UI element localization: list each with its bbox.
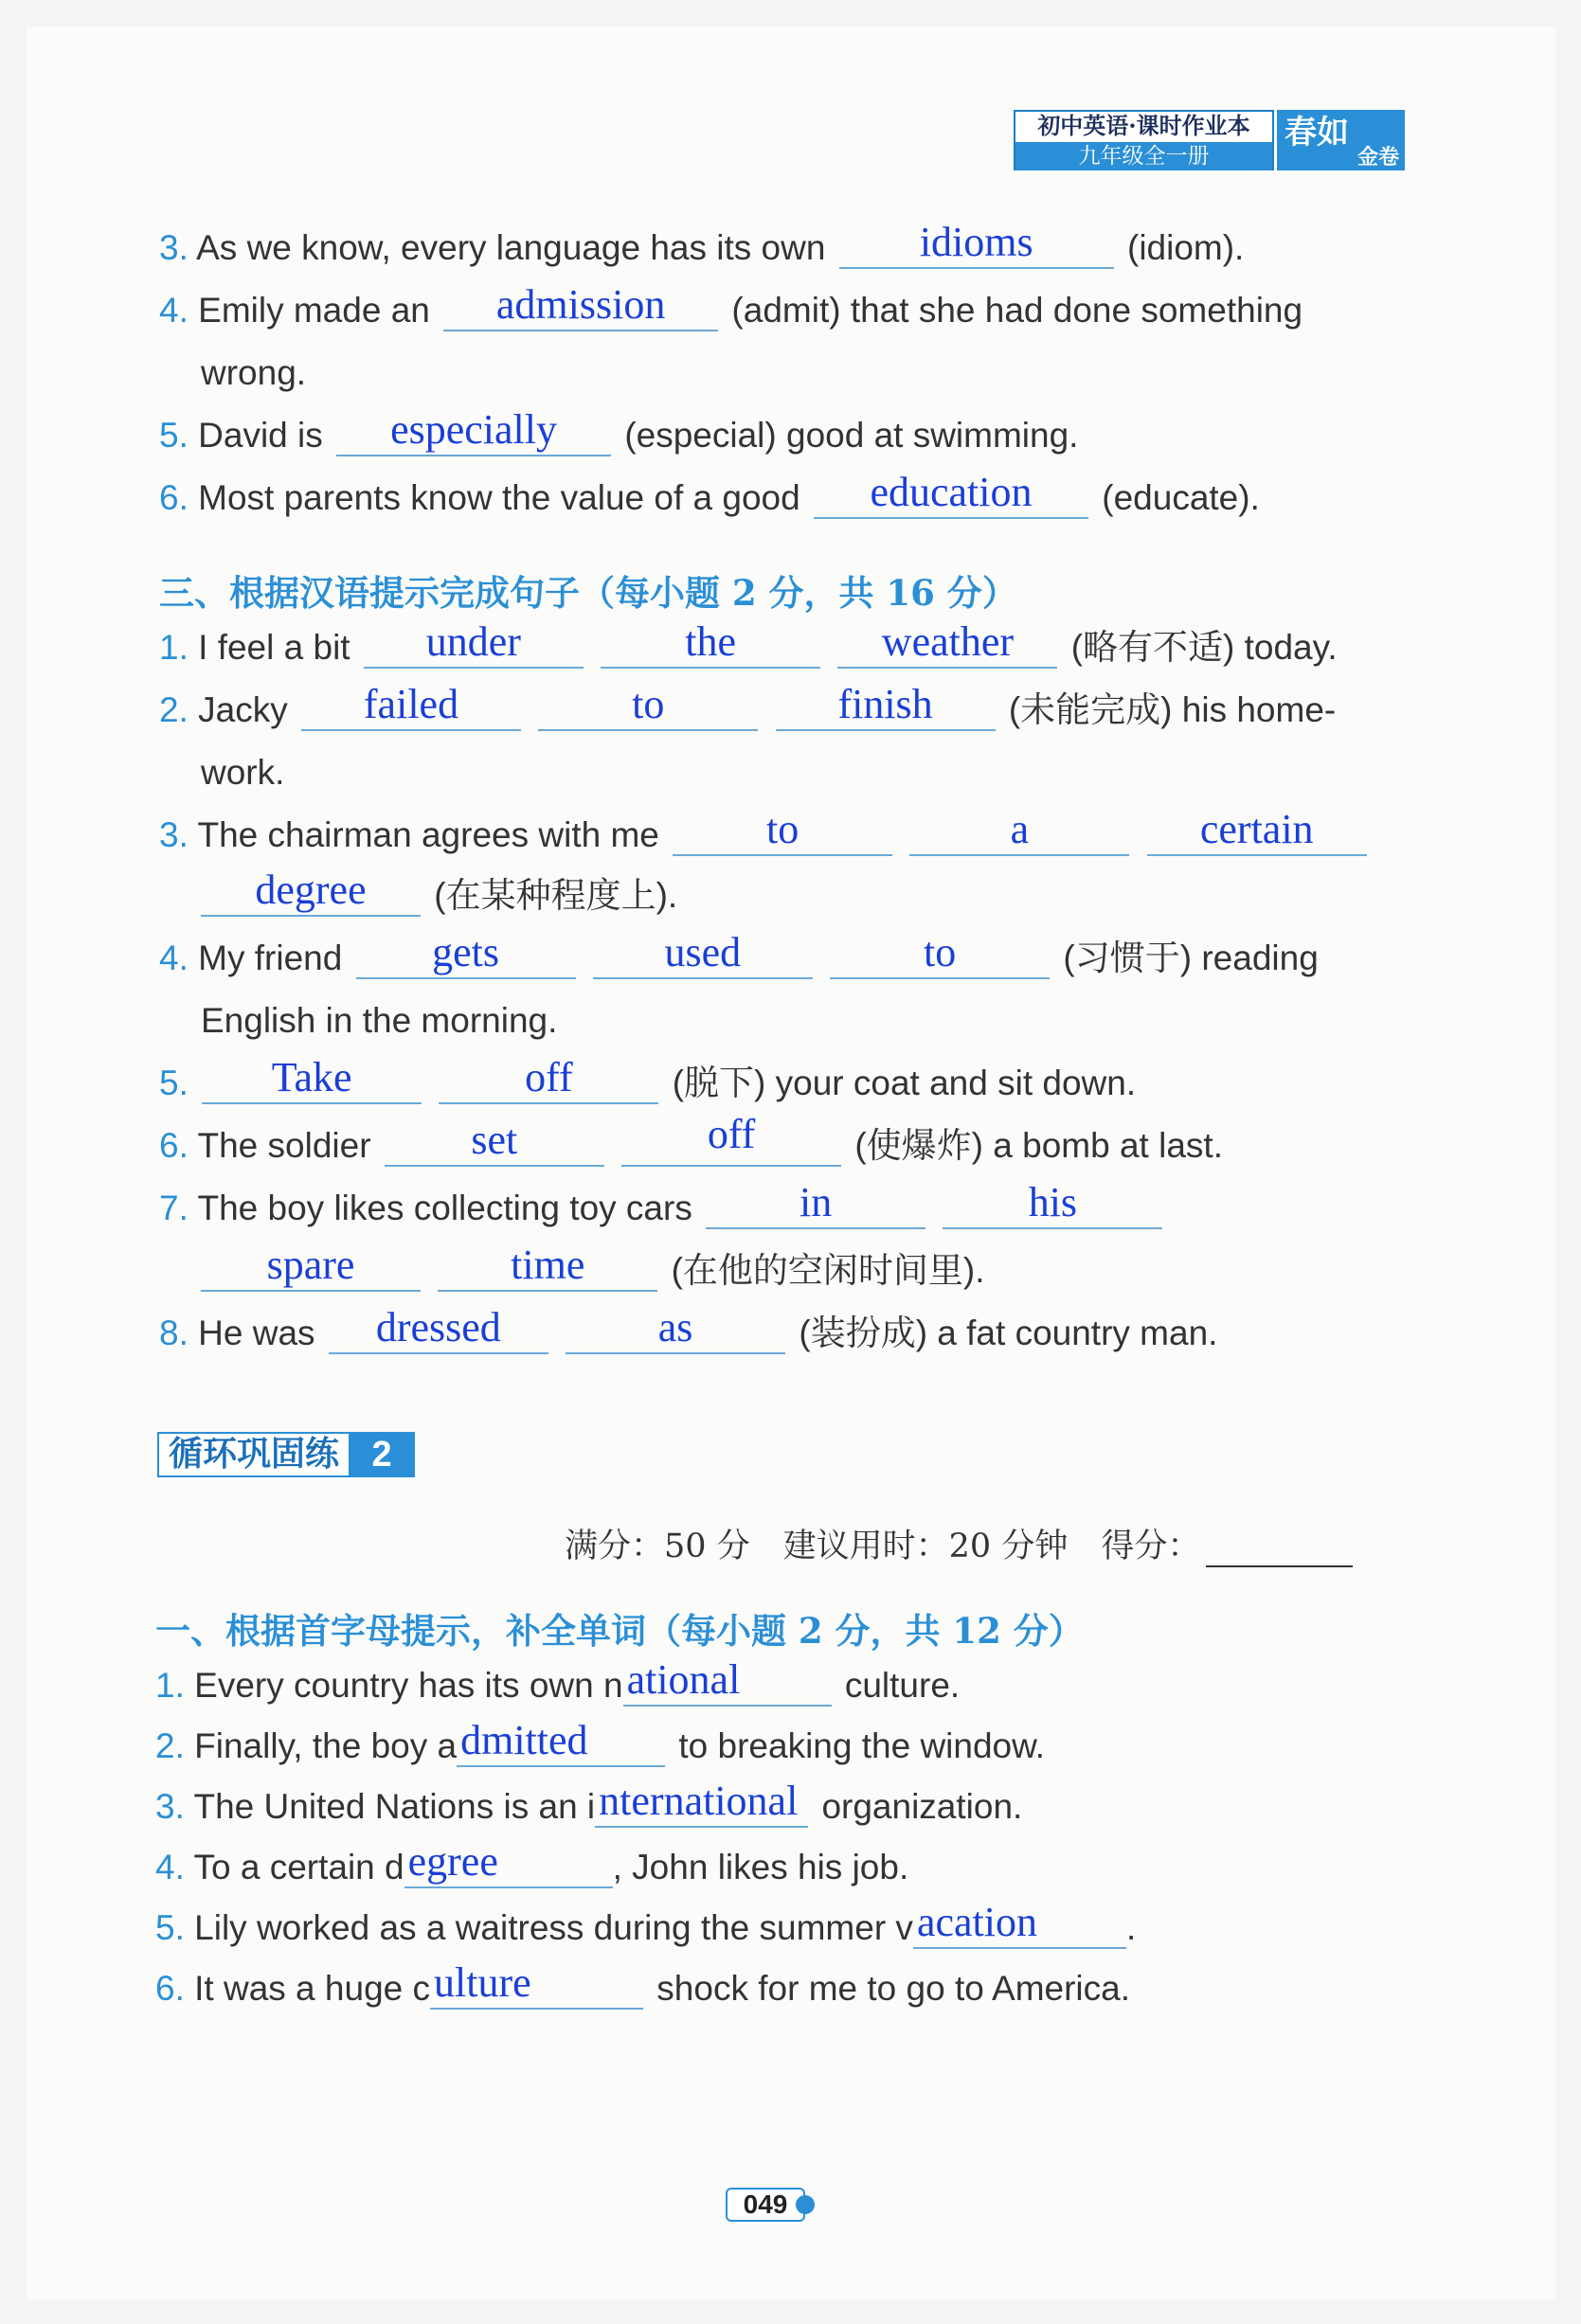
answer-blank <box>201 867 421 917</box>
grade-label: 九年级全一册 <box>1015 142 1272 170</box>
question-line <box>159 681 1337 731</box>
section-title: 一、根据首字母提示，补全单词（每小题 2 分，共 12 分） <box>155 1610 1084 1652</box>
series-title: 初中英语·课时作业本 <box>1037 112 1250 139</box>
question-number: 3. <box>155 1787 185 1826</box>
answer-blank <box>438 1242 657 1292</box>
question-line <box>159 618 1338 669</box>
question-line <box>155 1656 961 1707</box>
question-text: He was <box>198 1314 315 1352</box>
answer-text: off <box>525 1054 573 1100</box>
question-number: 6. <box>155 1969 185 2008</box>
answer-blank <box>623 1656 832 1707</box>
answer-blank <box>329 1304 548 1354</box>
question-line <box>155 1959 1131 2010</box>
answer-text: idioms <box>919 219 1033 265</box>
series-label-box <box>1014 110 1274 170</box>
question-text: (脱下) your coat and sit down. <box>672 1064 1137 1102</box>
book-header <box>1014 110 1405 172</box>
answer-text: spare <box>266 1242 355 1288</box>
answer-blank <box>202 1054 422 1104</box>
question-text: It was a huge c <box>194 1969 431 2008</box>
question-text: Every country has its own n <box>194 1666 623 1705</box>
answer-text: certain <box>1199 806 1314 852</box>
answer-text: egree <box>407 1838 498 1885</box>
question-text: The soldier <box>197 1126 371 1165</box>
question-text: , John likes his job. <box>612 1848 909 1886</box>
question-line <box>155 1717 1046 1767</box>
brand-logo <box>1277 110 1405 170</box>
answer-blank <box>595 1778 808 1828</box>
question-line <box>159 281 1303 331</box>
question-text: I feel a bit <box>198 628 350 667</box>
question-number: 8. <box>159 1314 189 1352</box>
question-number: 5. <box>155 1908 185 1947</box>
answer-blank <box>593 929 813 979</box>
question-text: . <box>1125 1908 1137 1947</box>
practice-number: 2 <box>349 1432 415 1477</box>
answer-blank <box>913 1899 1126 1949</box>
page-dot-icon <box>796 2195 815 2214</box>
question-number: 3. <box>159 815 189 854</box>
score-line <box>565 1520 1353 1567</box>
answer-blank <box>364 618 584 669</box>
question-number: 7. <box>159 1189 189 1227</box>
question-text: David is <box>198 416 323 455</box>
answer-text: in <box>799 1179 833 1225</box>
question-text: Jacky <box>198 690 288 729</box>
question-continuation: English in the morning. <box>201 1001 558 1040</box>
answer-text: to <box>924 929 957 975</box>
question-number: 6. <box>159 1126 189 1165</box>
answer-text: to <box>632 681 665 727</box>
answer-blank <box>837 618 1057 669</box>
brand-name: 春如 <box>1285 114 1349 152</box>
question-text: The United Nations is an i <box>193 1787 596 1826</box>
question-text: My friend <box>198 939 343 977</box>
section-title: 三、根据汉语提示完成句子（每小题 2 分，共 16 分） <box>159 572 1017 614</box>
question-number: 5. <box>159 1064 189 1102</box>
question-number: 1. <box>159 628 189 667</box>
answer-text: especially <box>390 406 557 453</box>
answer-blank <box>201 1242 421 1292</box>
question-text: The boy likes collecting toy cars <box>197 1189 692 1227</box>
question-text: culture. <box>844 1666 961 1705</box>
question-number: 6. <box>159 478 189 517</box>
question-text: Finally, the boy a <box>194 1726 458 1765</box>
question-line <box>155 1838 909 1888</box>
answer-blank <box>776 681 996 731</box>
brand-sub: 金卷 <box>1356 146 1399 170</box>
question-text: (idiom). <box>1127 228 1245 267</box>
answer-blank <box>336 406 611 456</box>
practice-tag <box>157 1432 415 1477</box>
question-number: 5. <box>159 416 189 455</box>
answer-text: dressed <box>375 1304 501 1350</box>
question-text: The chairman agrees with me <box>197 815 659 854</box>
answer-blank <box>830 929 1050 979</box>
answer-blank <box>404 1838 613 1888</box>
question-number: 4. <box>159 291 189 330</box>
answer-text: the <box>685 618 737 665</box>
question-line <box>155 1899 1137 1949</box>
answer-blank <box>430 1959 643 2010</box>
question-line <box>159 469 1260 519</box>
question-line <box>155 1778 1023 1828</box>
question-text: (在某种程度上). <box>434 876 678 915</box>
answer-blank <box>457 1717 665 1767</box>
answer-text: his <box>1028 1179 1078 1225</box>
answer-text: time <box>511 1242 585 1288</box>
question-number: 2. <box>159 690 189 729</box>
answer-text: finish <box>837 681 933 727</box>
answer-blank <box>943 1179 1162 1229</box>
answer-blank <box>909 806 1129 856</box>
question-text: shock for me to go to America. <box>656 1969 1131 2008</box>
answer-blank <box>601 618 820 669</box>
question-line <box>159 1179 1166 1229</box>
answer-text: set <box>471 1117 518 1163</box>
question-line <box>159 1054 1137 1104</box>
question-continuation: work. <box>201 753 285 792</box>
practice-label: 循环巩固练 <box>157 1432 350 1477</box>
answer-text: degree <box>255 867 367 913</box>
answer-text: weather <box>881 618 1015 665</box>
question-line <box>159 929 1319 979</box>
question-text: (习惯于) reading <box>1063 939 1319 977</box>
page-number <box>726 2188 820 2224</box>
question-line <box>159 1304 1218 1354</box>
answer-blank <box>566 1304 785 1354</box>
question-text: Most parents know the value of a good <box>198 478 800 517</box>
question-number: 2. <box>155 1726 185 1765</box>
question-line <box>159 1111 1223 1167</box>
answer-blank <box>1147 806 1367 856</box>
question-continuation <box>197 1242 985 1292</box>
question-text: (未能完成) his home- <box>1008 690 1337 729</box>
score-blank <box>1206 1531 1353 1567</box>
answer-blank <box>301 681 521 731</box>
question-text: (使爆炸) a bomb at last. <box>854 1126 1223 1165</box>
question-text: (在他的空闲时间里). <box>671 1251 985 1290</box>
answer-text: ational <box>626 1656 741 1703</box>
answer-blank <box>385 1117 604 1167</box>
question-text: Lily worked as a waitress during the summer v <box>194 1908 913 1947</box>
answer-text: to <box>766 806 799 852</box>
question-continuation <box>197 867 678 917</box>
answer-text: education <box>870 469 1033 515</box>
answer-blank <box>356 929 576 979</box>
question-line <box>159 806 1371 856</box>
answer-blank <box>621 1111 841 1167</box>
question-text: (especial) good at swimming. <box>624 416 1079 455</box>
question-continuation: wrong. <box>201 353 307 392</box>
question-text: As we know, every language has its own <box>196 228 826 267</box>
answer-text: acation <box>916 1899 1037 1945</box>
answer-blank <box>439 1054 658 1104</box>
answer-text: gets <box>432 929 500 975</box>
answer-blank <box>673 806 892 856</box>
question-number: 4. <box>159 939 189 977</box>
answer-text: off <box>707 1111 756 1157</box>
question-number: 4. <box>155 1848 185 1886</box>
answer-text: used <box>664 929 742 975</box>
answer-text: Take <box>271 1054 352 1100</box>
question-line <box>159 219 1245 269</box>
answer-blank <box>538 681 758 731</box>
answer-text: nternational <box>599 1778 799 1824</box>
answer-text: ulture <box>434 1959 531 2006</box>
question-text: (装扮成) a fat country man. <box>799 1314 1218 1352</box>
question-number: 1. <box>155 1666 185 1705</box>
question-number: 3. <box>159 228 189 267</box>
answer-text: admission <box>495 281 666 328</box>
answer-blank <box>443 281 718 331</box>
answer-blank <box>706 1179 925 1229</box>
score-text: 满分：50 分 建议用时：20 分钟 得分： <box>565 1528 1201 1565</box>
question-text: (educate). <box>1102 478 1260 517</box>
question-line <box>159 406 1079 456</box>
answer-text: dmitted <box>460 1717 588 1763</box>
answer-text: as <box>657 1304 693 1350</box>
question-text: Emily made an <box>198 291 430 330</box>
page-number-text: 049 <box>726 2188 805 2222</box>
question-text: To a certain d <box>193 1848 404 1886</box>
question-text: to breaking the window. <box>678 1726 1046 1765</box>
question-text: (略有不适) today. <box>1070 628 1338 667</box>
answer-text: under <box>425 618 521 665</box>
answer-blank <box>839 219 1114 269</box>
answer-text: failed <box>363 681 459 727</box>
question-text: organization. <box>821 1787 1023 1826</box>
answer-text: a <box>1010 806 1030 852</box>
question-text: (admit) that she had done something <box>731 291 1303 330</box>
answer-blank <box>814 469 1088 519</box>
